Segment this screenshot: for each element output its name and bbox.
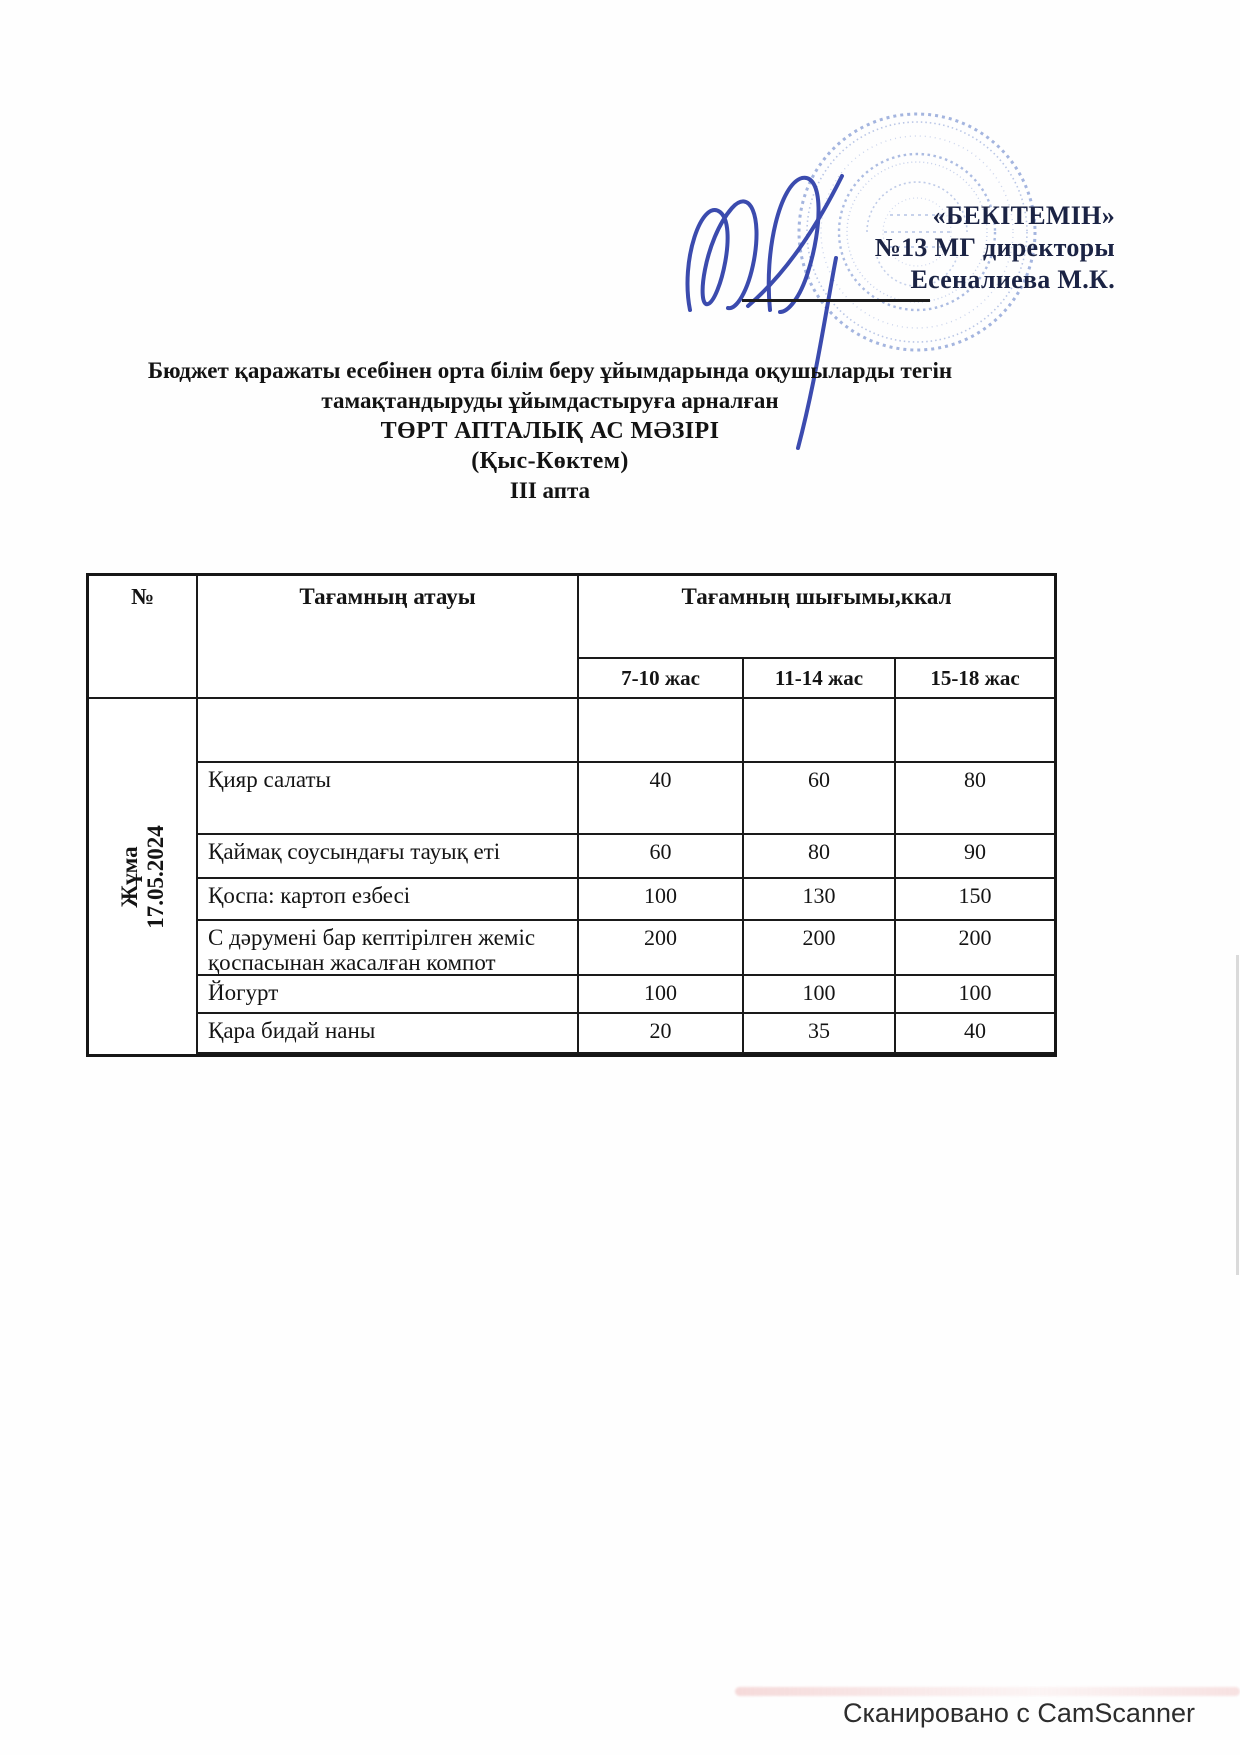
- scan-smudge: [735, 1687, 1240, 1696]
- day-rotated-label: [117, 825, 169, 929]
- kcal-value-7-10: 40: [579, 763, 744, 835]
- date-label: 17.05.2024: [142, 824, 168, 929]
- weekday-label: Жұма: [116, 845, 142, 908]
- col-header-age-15-18: 15-18 жас: [896, 659, 1054, 699]
- dish-name-cell: Йогурт: [198, 976, 579, 1014]
- kcal-value-7-10: 200: [579, 921, 744, 976]
- kcal-value-11-14: [744, 699, 896, 763]
- kcal-value-15-18: 100: [896, 976, 1054, 1014]
- title-line-3: ТӨРТ АПТАЛЫҚ АС МӘЗІРІ: [380, 418, 720, 444]
- approval-director-name: Есеналиева М.К.: [910, 265, 1115, 294]
- dish-name-cell: Қоспа: картоп езбесі: [198, 879, 579, 921]
- col-header-dish: Тағамның атауы: [198, 576, 579, 699]
- day-cell: [89, 699, 198, 1054]
- kcal-value-11-14: 80: [744, 835, 896, 879]
- title-week-label: III апта: [509, 478, 591, 503]
- kcal-value-7-10: 60: [579, 835, 744, 879]
- kcal-value-11-14: 200: [744, 921, 896, 976]
- signature-line: [742, 299, 930, 302]
- col-header-no: №: [89, 576, 198, 699]
- document-title: [60, 356, 1040, 506]
- dish-name-cell: Қаймақ соусындағы тауық еті: [198, 835, 579, 879]
- approval-title: «БЕКІТЕМІН»: [932, 201, 1115, 230]
- title-line-1: Бюджет қаражаты есебінен орта білім беру ұйымдарында оқушыларды тегін: [147, 358, 953, 383]
- dish-name-cell: Қияр салаты: [198, 763, 579, 835]
- title-line-2: тамақтандыруды ұйымдастыруға арналған: [321, 388, 779, 413]
- kcal-value-11-14: 35: [744, 1014, 896, 1054]
- dish-name-cell: С дәрумені бар кептірілген жеміс қоспасынан жасалған компот: [198, 921, 579, 976]
- dish-name-cell: Қара бидай наны: [198, 1014, 579, 1054]
- scan-edge-artifact: [1236, 955, 1239, 1275]
- kcal-value-15-18: 40: [896, 1014, 1054, 1054]
- col-header-age-7-10: 7-10 жас: [579, 659, 744, 699]
- kcal-value-11-14: 100: [744, 976, 896, 1014]
- camscanner-watermark: Сканировано с CamScanner: [842, 1698, 1195, 1728]
- menu-table: [86, 573, 1057, 1057]
- dish-name-cell: [198, 699, 579, 763]
- kcal-value-15-18: [896, 699, 1054, 763]
- title-line-4: (Қыс-Көктем): [471, 448, 629, 474]
- kcal-value-15-18: 150: [896, 879, 1054, 921]
- col-header-output: Тағамның шығымы,ккал: [579, 576, 1054, 659]
- kcal-value-15-18: 200: [896, 921, 1054, 976]
- approval-director-title: №13 МГ директоры: [874, 233, 1115, 262]
- col-header-age-11-14: 11-14 жас: [744, 659, 896, 699]
- kcal-value-15-18: 80: [896, 763, 1054, 835]
- kcal-value-7-10: 100: [579, 976, 744, 1014]
- kcal-value-7-10: 100: [579, 879, 744, 921]
- kcal-value-15-18: 90: [896, 835, 1054, 879]
- kcal-value-11-14: 130: [744, 879, 896, 921]
- kcal-value-7-10: [579, 699, 744, 763]
- kcal-value-11-14: 60: [744, 763, 896, 835]
- approval-block: [875, 200, 1115, 296]
- kcal-value-7-10: 20: [579, 1014, 744, 1054]
